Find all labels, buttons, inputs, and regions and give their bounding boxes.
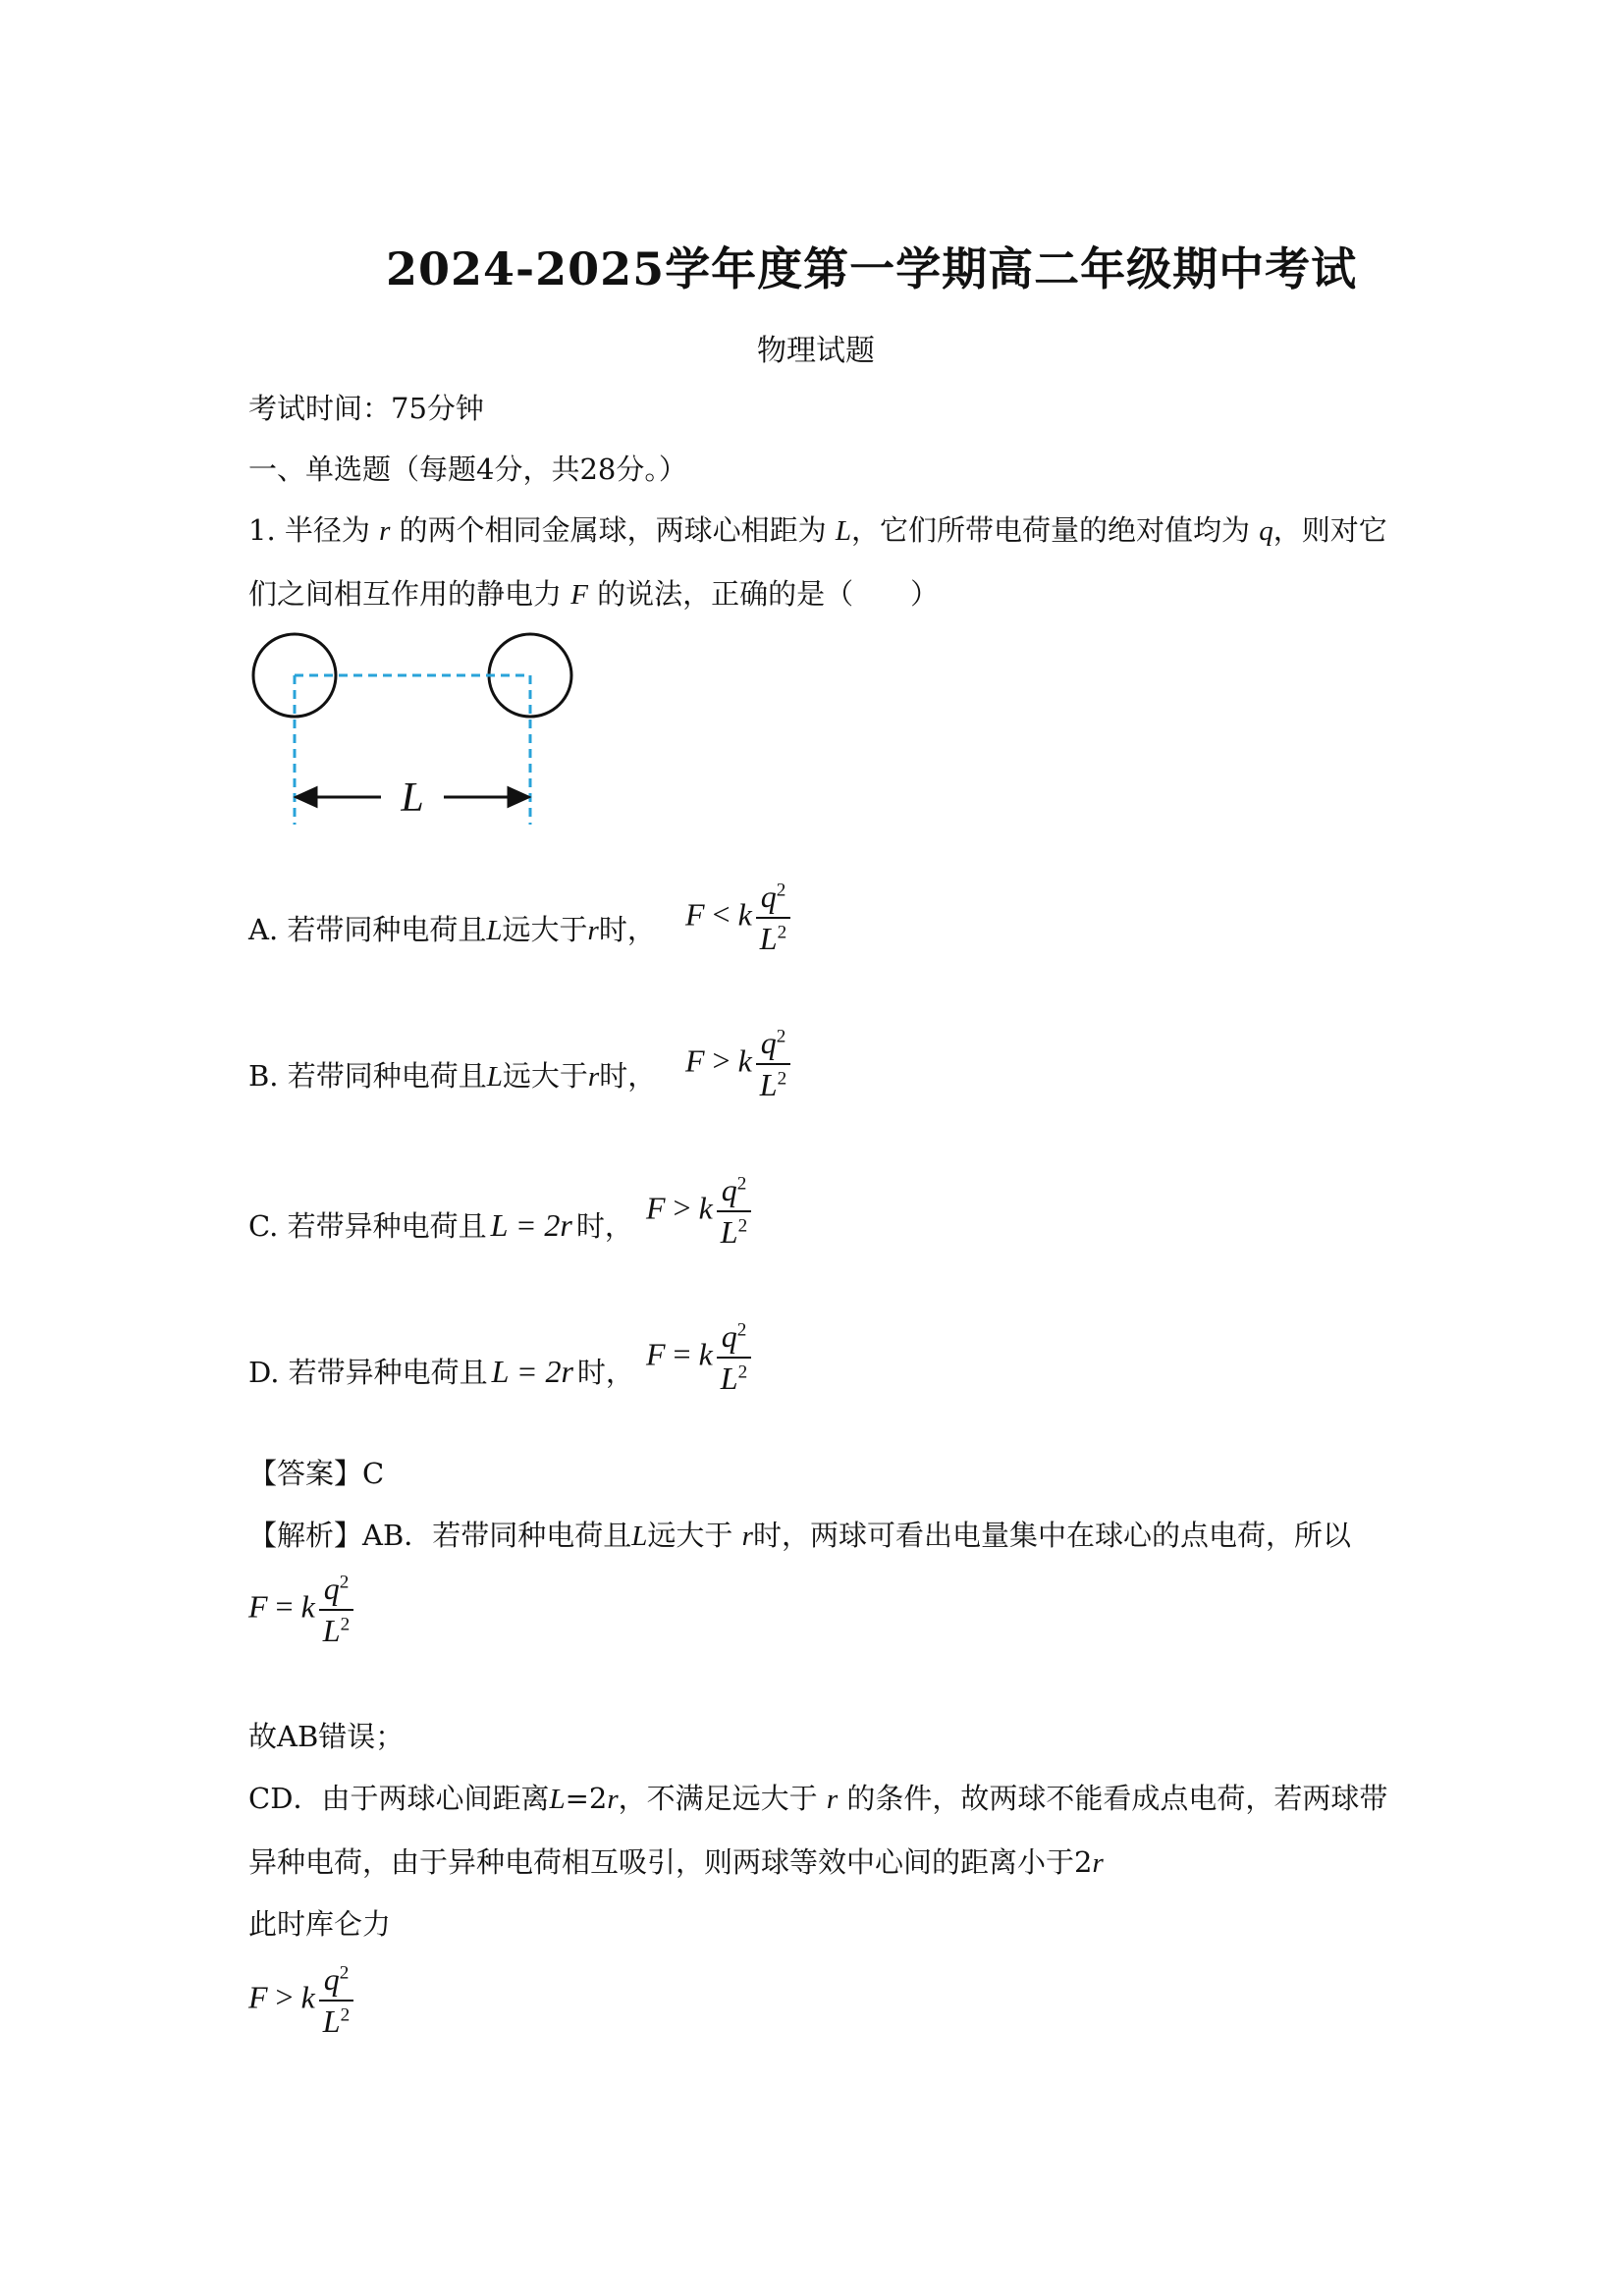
distance-label: L (401, 775, 424, 821)
analysis-line5: 此时库仑力 (248, 1907, 392, 1941)
option-d-text: D. 若带异种电荷且 L = 2r 时， (248, 1354, 634, 1389)
stem-text: 的说法，正确的是（ ） (597, 577, 940, 611)
var-L: L (835, 515, 851, 547)
stem-text: ，它们所带电荷量的绝对值均为 (851, 513, 1251, 547)
question-stem-line1 (248, 513, 1387, 547)
var-F: F (570, 579, 588, 611)
var-r: r (379, 515, 391, 547)
var-q: q (1259, 515, 1273, 547)
two-spheres-diagram (245, 628, 589, 829)
option-b-formula: F > k $\frac{q^2}{L^2}$ (685, 1025, 790, 1103)
option-a-formula: F < k $\frac{q^2}{L^2}$ (685, 879, 790, 957)
stem-text: 1. 半径为 (248, 513, 370, 547)
exam-time: 考试时间：75分钟 (248, 392, 484, 425)
page-subtitle: 物理试题 (757, 334, 875, 368)
analysis-line2: 故AB错误； (248, 1720, 405, 1753)
analysis-line3: CD．由于两球心间距离L=2r，不满足远大于 r 的条件，故两球不能看成点电荷，若两球带 (248, 1782, 1388, 1815)
option-b-text: B. 若带同种电荷且L远大于r时， (248, 1059, 657, 1093)
answer: 【答案】C (248, 1457, 385, 1490)
section-heading: 一、单选题（每题4分，共28分。） (248, 453, 687, 486)
option-a-text: A. 若带同种电荷且L远大于r时， (248, 913, 656, 946)
analysis-line4: 异种电荷，由于异种电荷相互吸引，则两球等效中心间的距离小于2r (248, 1845, 1104, 1879)
analysis-line1: 【解析】AB．若带同种电荷且L远大于 r时，两球可看出电量集中在球心的点电荷，所以 (248, 1519, 1351, 1552)
stem-text: ，则对它 (1272, 513, 1387, 547)
analysis-formula-2: F > k $\frac{q^2}{L^2}$ (248, 1961, 353, 2040)
option-c-text: C. 若带异种电荷且 L = 2r 时， (248, 1207, 633, 1243)
stem-text: 们之间相互作用的静电力 (248, 577, 563, 611)
question-stem-line2 (248, 577, 940, 611)
page-title: 2024-2025学年度第一学期高二年级期中考试 (386, 242, 1358, 295)
analysis-formula-1: F = k $\frac{q^2}{L^2}$ (248, 1571, 353, 1649)
stem-text: 的两个相同金属球，两球心相距为 (399, 513, 827, 547)
option-c-formula: F > k $\frac{q^2}{L^2}$ (646, 1172, 751, 1251)
option-d-formula: F = k $\frac{q^2}{L^2}$ (646, 1318, 751, 1397)
